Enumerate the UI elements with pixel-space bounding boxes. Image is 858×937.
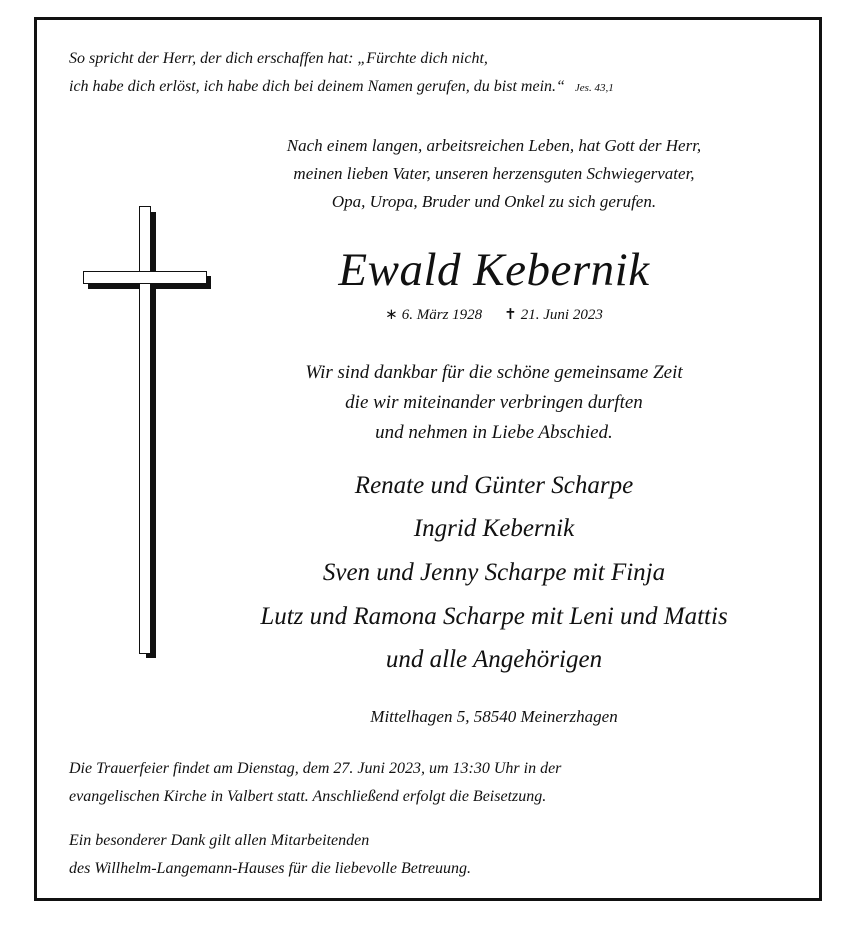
birth-star-icon: ∗ — [385, 307, 398, 323]
cross-joint — [141, 273, 150, 283]
intro-line-1: Nach einem langen, arbeitsreichen Leben, hat Gott der Herr, — [286, 136, 702, 155]
mourner-2: Ingrid Kebernik — [413, 515, 575, 542]
mourner-3: Sven und Jenny Scharpe mit Finja — [322, 559, 666, 586]
quote-reference: Jes. 43,1 — [574, 82, 614, 94]
address: Mittelhagen 5, 58540 Meinerzhagen — [370, 707, 618, 726]
quote-line-2-text: ich habe dich erlöst, ich habe dich bei deinem Namen gerufen, du bist mein.“ — [69, 78, 565, 95]
birth-date: 6. März 1928 — [401, 307, 483, 323]
special-thanks-line-2: des Willhelm-Langemann-Hauses für die liebevolle Betreuung. — [69, 860, 471, 877]
death-date: 21. Juni 2023 — [520, 307, 603, 323]
intro-line-3: Opa, Uropa, Bruder und Onkel zu sich gerufen. — [331, 192, 657, 211]
mourner-1: Renate und Günter Scharpe — [354, 472, 634, 499]
thanks-line-3: und nehmen in Liebe Abschied. — [375, 422, 613, 443]
quote-line-1: So spricht der Herr, der dich erschaffen hat: „Fürchte dich nicht, — [69, 50, 488, 67]
special-thanks-line-1: Ein besonderer Dank gilt allen Mitarbeitenden — [69, 832, 370, 849]
mourner-5: und alle Angehörigen — [385, 646, 603, 673]
ceremony-line-1: Die Trauerfeier findet am Dienstag, dem 27. Juni 2023, um 13:30 Uhr in der — [69, 760, 562, 777]
mourner-4: Lutz und Ramona Scharpe mit Leni und Mattis — [260, 603, 728, 630]
deceased-name: Ewald Kebernik — [338, 244, 650, 296]
intro-line-2: meinen lieben Vater, unseren herzensguten Schwiegervater, — [293, 164, 695, 183]
quote-line-2 — [69, 78, 614, 96]
thanks-line-1: Wir sind dankbar für die schöne gemeinsame Zeit — [305, 362, 683, 383]
thanks-line-2: die wir miteinander verbringen durften — [345, 392, 643, 413]
life-dates — [213, 305, 775, 324]
ceremony-line-2: evangelischen Kirche in Valbert statt. Anschließend erfolgt die Beisetzung. — [69, 788, 547, 805]
death-cross-icon: ✝ — [504, 307, 517, 323]
